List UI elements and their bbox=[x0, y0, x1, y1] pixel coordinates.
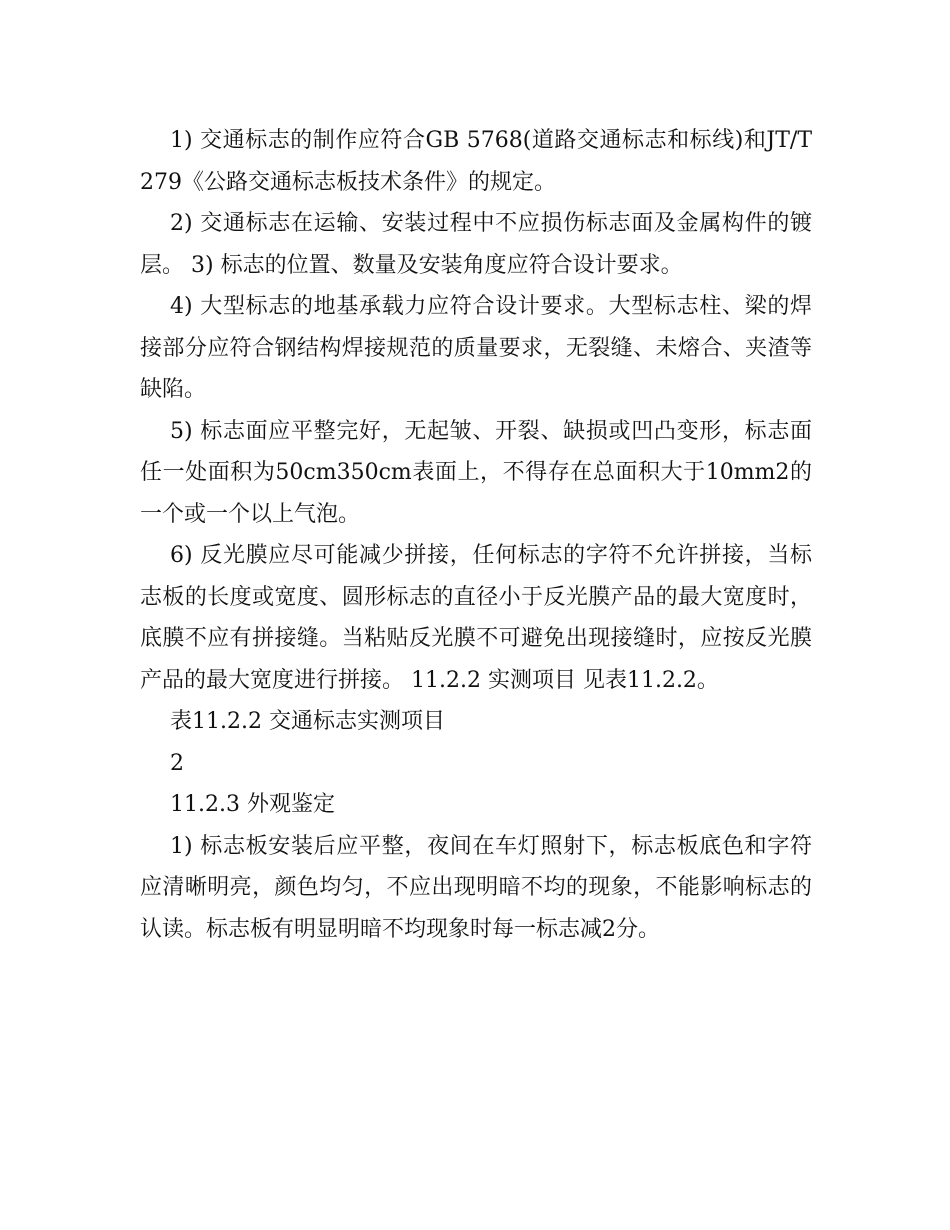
table-caption: 表11.2.2 交通标志实测项目 bbox=[170, 709, 445, 734]
paragraph-3: 4) 大型标志的地基承载力应符合设计要求。大型标志柱、梁的焊接部分应符合钢结构焊接规范的质量要求，无裂缝、未熔合、夹渣等缺陷。 bbox=[140, 294, 812, 402]
table-placeholder-number: 2 bbox=[170, 750, 184, 776]
paragraph-6: 1) 标志板安装后应平整，夜间在车灯照射下，标志板底色和字符应清晰明亮，颜色均匀，不应出现明暗不均的现象，不能影响标志的认读。标志板有明显明暗不均现象时每一标志减2分。 bbox=[140, 833, 812, 942]
paragraph-1: 1) 交通标志的制作应符合GB 5768(道路交通标志和标线)和JT/T279《公路交通标志板技术条件》的规定。 bbox=[140, 128, 812, 195]
document-body bbox=[140, 120, 812, 950]
section-heading: 11.2.3 外观鉴定 bbox=[170, 792, 335, 817]
paragraph-4: 5) 标志面应平整完好，无起皱、开裂、缺损或凹凸变形，标志面任一处面积为50cm350cm表面上，不得存在总面积大于10mm2的一个或一个以上气泡。 bbox=[140, 418, 812, 527]
paragraph-5: 6) 反光膜应尽可能减少拼接，任何标志的字符不允许拼接，当标志板的长度或宽度、圆形标志的直径小于反光膜产品的最大宽度时，底膜不应有拼接缝。当粘贴反光膜不可避免出现接缝时，应按反光膜产品的最大宽度进行拼接。 11.2.2 实测项目 见表11.2.2。 bbox=[140, 543, 812, 693]
paragraph-2: 2) 交通标志在运输、安装过程中不应损伤标志面及金属构件的镀层。 3) 标志的位置、数量及安装角度应符合设计要求。 bbox=[140, 211, 812, 278]
